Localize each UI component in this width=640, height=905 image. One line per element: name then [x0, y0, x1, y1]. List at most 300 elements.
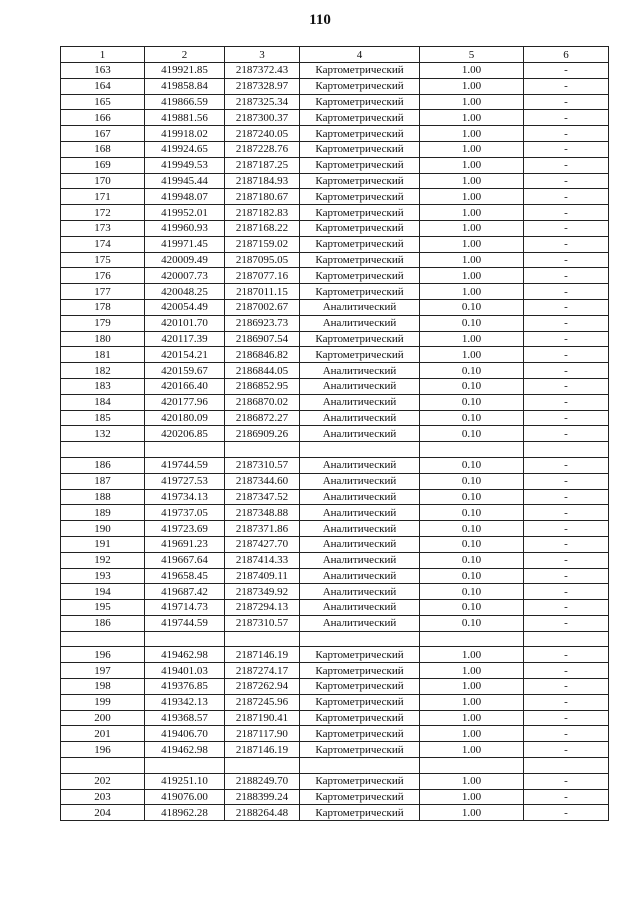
- table-cell: -: [524, 615, 609, 631]
- table-cell: Аналитический: [300, 568, 420, 584]
- table-cell: 2187372.43: [225, 63, 300, 79]
- table-cell: 2187344.60: [225, 473, 300, 489]
- table-cell: 2187414.33: [225, 552, 300, 568]
- table-cell: 0.10: [420, 378, 524, 394]
- table-cell: -: [524, 552, 609, 568]
- table-cell: -: [524, 284, 609, 300]
- table-cell: Картометрический: [300, 205, 420, 221]
- table-row: [61, 378, 609, 394]
- table-cell: 195: [61, 600, 145, 616]
- table-cell: 2187274.17: [225, 663, 300, 679]
- table-cell: -: [524, 236, 609, 252]
- table-cell: [61, 631, 145, 647]
- table-cell: 0.10: [420, 536, 524, 552]
- table-cell: Картометрический: [300, 284, 420, 300]
- table-cell: 186: [61, 457, 145, 473]
- table-cell: 419924.65: [145, 141, 225, 157]
- table-cell: 419734.13: [145, 489, 225, 505]
- table-row: [61, 141, 609, 157]
- table-cell: 419971.45: [145, 236, 225, 252]
- table-cell: 2187328.97: [225, 78, 300, 94]
- table-cell: -: [524, 521, 609, 537]
- table-row: [61, 157, 609, 173]
- table-cell: 1.00: [420, 647, 524, 663]
- table-cell: [300, 758, 420, 774]
- table-cell: 2187011.15: [225, 284, 300, 300]
- table-cell: 164: [61, 78, 145, 94]
- table-cell: 0.10: [420, 299, 524, 315]
- table-row: [61, 552, 609, 568]
- table-cell: 1.00: [420, 679, 524, 695]
- table-cell: Аналитический: [300, 600, 420, 616]
- table-cell: 193: [61, 568, 145, 584]
- table-cell: 1.00: [420, 94, 524, 110]
- table-cell: 202: [61, 773, 145, 789]
- table-cell: 1.00: [420, 236, 524, 252]
- table-cell: 2187187.25: [225, 157, 300, 173]
- table-cell: [225, 758, 300, 774]
- table-cell: -: [524, 710, 609, 726]
- column-header: 5: [420, 47, 524, 63]
- column-header: 4: [300, 47, 420, 63]
- table-cell: 2186923.73: [225, 315, 300, 331]
- table-cell: 419076.00: [145, 789, 225, 805]
- table-cell: Аналитический: [300, 378, 420, 394]
- table-cell: -: [524, 568, 609, 584]
- table-cell: -: [524, 363, 609, 379]
- table-cell: -: [524, 742, 609, 758]
- table-row: [61, 63, 609, 79]
- table-cell: 175: [61, 252, 145, 268]
- table-cell: 0.10: [420, 363, 524, 379]
- table-row: [61, 268, 609, 284]
- table-cell: 2187348.88: [225, 505, 300, 521]
- table-cell: Картометрический: [300, 94, 420, 110]
- table-cell: 168: [61, 141, 145, 157]
- table-cell: 1.00: [420, 126, 524, 142]
- table-cell: 2188249.70: [225, 773, 300, 789]
- table-row: [61, 394, 609, 410]
- table-cell: 0.10: [420, 473, 524, 489]
- table-cell: 419952.01: [145, 205, 225, 221]
- table-cell: 163: [61, 63, 145, 79]
- table-cell: -: [524, 505, 609, 521]
- table-cell: 173: [61, 220, 145, 236]
- table-row: [61, 315, 609, 331]
- table-cell: 178: [61, 299, 145, 315]
- table-cell: 0.10: [420, 457, 524, 473]
- table-cell: -: [524, 394, 609, 410]
- table-cell: -: [524, 189, 609, 205]
- table-cell: 419658.45: [145, 568, 225, 584]
- table-cell: Картометрический: [300, 331, 420, 347]
- table-cell: 1.00: [420, 157, 524, 173]
- table-cell: -: [524, 536, 609, 552]
- table-cell: -: [524, 205, 609, 221]
- table-row: [61, 773, 609, 789]
- table-cell: 2187184.93: [225, 173, 300, 189]
- table-cell: 191: [61, 536, 145, 552]
- table-cell: 2187117.90: [225, 726, 300, 742]
- table-cell: Аналитический: [300, 536, 420, 552]
- table-cell: 181: [61, 347, 145, 363]
- table-cell: 176: [61, 268, 145, 284]
- table-cell: 2187262.94: [225, 679, 300, 695]
- table-cell: 1.00: [420, 331, 524, 347]
- table-cell: Аналитический: [300, 410, 420, 426]
- table-cell: 1.00: [420, 694, 524, 710]
- table-cell: 420048.25: [145, 284, 225, 300]
- table-cell: -: [524, 426, 609, 442]
- table-cell: -: [524, 268, 609, 284]
- table-cell: 420159.67: [145, 363, 225, 379]
- table-cell: -: [524, 141, 609, 157]
- table-cell: -: [524, 173, 609, 189]
- table-cell: 2187146.19: [225, 647, 300, 663]
- table-cell: 2187347.52: [225, 489, 300, 505]
- table-cell: 2187095.05: [225, 252, 300, 268]
- table-row: [61, 647, 609, 663]
- table-cell: -: [524, 679, 609, 695]
- table-cell: 1.00: [420, 220, 524, 236]
- table-cell: 2186844.05: [225, 363, 300, 379]
- table-cell: 420177.96: [145, 394, 225, 410]
- table-cell: -: [524, 347, 609, 363]
- table-cell: -: [524, 252, 609, 268]
- table-cell: 1.00: [420, 663, 524, 679]
- table-cell: [145, 758, 225, 774]
- table-cell: 419949.53: [145, 157, 225, 173]
- table-row: [61, 631, 609, 647]
- table-cell: 419960.93: [145, 220, 225, 236]
- table-cell: 419667.64: [145, 552, 225, 568]
- table-cell: 0.10: [420, 521, 524, 537]
- table-cell: 2187371.86: [225, 521, 300, 537]
- table-cell: 0.10: [420, 489, 524, 505]
- table-cell: [300, 442, 420, 458]
- table-cell: 166: [61, 110, 145, 126]
- table-cell: Картометрический: [300, 773, 420, 789]
- table-cell: -: [524, 726, 609, 742]
- table-cell: Аналитический: [300, 426, 420, 442]
- table-cell: Картометрический: [300, 805, 420, 821]
- table-cell: -: [524, 663, 609, 679]
- table-cell: 1.00: [420, 742, 524, 758]
- table-cell: Картометрический: [300, 126, 420, 142]
- table-cell: [300, 631, 420, 647]
- table-row: [61, 473, 609, 489]
- table-cell: 167: [61, 126, 145, 142]
- table-cell: 1.00: [420, 173, 524, 189]
- table-cell: Аналитический: [300, 473, 420, 489]
- table-cell: Картометрический: [300, 236, 420, 252]
- table-cell: 1.00: [420, 63, 524, 79]
- table-cell: 419406.70: [145, 726, 225, 742]
- table-cell: 420166.40: [145, 378, 225, 394]
- table-cell: Картометрический: [300, 78, 420, 94]
- table-cell: Картометрический: [300, 141, 420, 157]
- table-cell: -: [524, 331, 609, 347]
- table-cell: 419866.59: [145, 94, 225, 110]
- table-cell: [420, 442, 524, 458]
- table-cell: -: [524, 773, 609, 789]
- table-cell: Аналитический: [300, 394, 420, 410]
- table-cell: Картометрический: [300, 347, 420, 363]
- table-cell: Картометрический: [300, 110, 420, 126]
- table-body: [61, 63, 609, 821]
- table-row: [61, 236, 609, 252]
- table-cell: 186: [61, 615, 145, 631]
- table-cell: 2187325.34: [225, 94, 300, 110]
- table-cell: 0.10: [420, 394, 524, 410]
- table-cell: 190: [61, 521, 145, 537]
- page-number: 110: [309, 12, 331, 28]
- table-cell: 0.10: [420, 505, 524, 521]
- table-cell: 419918.02: [145, 126, 225, 142]
- table-cell: [225, 631, 300, 647]
- table-cell: 1.00: [420, 205, 524, 221]
- table-cell: Аналитический: [300, 615, 420, 631]
- table-row: [61, 710, 609, 726]
- table-cell: 0.10: [420, 615, 524, 631]
- column-header: 2: [145, 47, 225, 63]
- table-cell: 420009.49: [145, 252, 225, 268]
- table-cell: 132: [61, 426, 145, 442]
- table-cell: 1.00: [420, 773, 524, 789]
- table-cell: 419945.44: [145, 173, 225, 189]
- table-cell: 419687.42: [145, 584, 225, 600]
- table-cell: 2187300.37: [225, 110, 300, 126]
- table-cell: Картометрический: [300, 63, 420, 79]
- table-cell: 174: [61, 236, 145, 252]
- table-cell: 2187409.11: [225, 568, 300, 584]
- table-cell: 2187310.57: [225, 457, 300, 473]
- table-cell: Аналитический: [300, 299, 420, 315]
- table-cell: 0.10: [420, 568, 524, 584]
- table-cell: [61, 758, 145, 774]
- table-cell: 420101.70: [145, 315, 225, 331]
- table-cell: Картометрический: [300, 157, 420, 173]
- table-cell: -: [524, 220, 609, 236]
- table-cell: 0.10: [420, 600, 524, 616]
- table-cell: [145, 631, 225, 647]
- table-cell: Картометрический: [300, 742, 420, 758]
- table-cell: 2186870.02: [225, 394, 300, 410]
- table-cell: 419737.05: [145, 505, 225, 521]
- table-row: [61, 252, 609, 268]
- table-cell: 0.10: [420, 315, 524, 331]
- table-cell: 177: [61, 284, 145, 300]
- table-row: [61, 521, 609, 537]
- table-cell: [420, 758, 524, 774]
- table-cell: 165: [61, 94, 145, 110]
- table-cell: 2187180.67: [225, 189, 300, 205]
- table-row: [61, 331, 609, 347]
- table-row: [61, 173, 609, 189]
- table-row: [61, 442, 609, 458]
- table-row: [61, 426, 609, 442]
- table-row: [61, 78, 609, 94]
- table-cell: -: [524, 315, 609, 331]
- table-row: [61, 600, 609, 616]
- table-cell: 198: [61, 679, 145, 695]
- table-row: [61, 505, 609, 521]
- column-header: 1: [61, 47, 145, 63]
- table-row: [61, 284, 609, 300]
- table-row: [61, 220, 609, 236]
- table-cell: 182: [61, 363, 145, 379]
- table-cell: Картометрический: [300, 647, 420, 663]
- table-cell: 2187146.19: [225, 742, 300, 758]
- table-row: [61, 679, 609, 695]
- table-cell: Картометрический: [300, 252, 420, 268]
- table-cell: 419921.85: [145, 63, 225, 79]
- table-cell: 419948.07: [145, 189, 225, 205]
- table-cell: 419723.69: [145, 521, 225, 537]
- table-cell: 419727.53: [145, 473, 225, 489]
- table-row: [61, 536, 609, 552]
- table-cell: 0.10: [420, 584, 524, 600]
- table-cell: Картометрический: [300, 220, 420, 236]
- table-cell: Картометрический: [300, 679, 420, 695]
- table-cell: 192: [61, 552, 145, 568]
- table-cell: Картометрический: [300, 726, 420, 742]
- table-cell: 2187349.92: [225, 584, 300, 600]
- table-cell: [524, 758, 609, 774]
- table-cell: 172: [61, 205, 145, 221]
- table-cell: 197: [61, 663, 145, 679]
- table-cell: 2187168.22: [225, 220, 300, 236]
- table-cell: 1.00: [420, 141, 524, 157]
- table-cell: 0.10: [420, 426, 524, 442]
- table-cell: 420154.21: [145, 347, 225, 363]
- table-cell: 419376.85: [145, 679, 225, 695]
- table-cell: -: [524, 647, 609, 663]
- table-row: [61, 742, 609, 758]
- table-cell: [420, 631, 524, 647]
- table-cell: 1.00: [420, 726, 524, 742]
- table-cell: 184: [61, 394, 145, 410]
- table-cell: 419744.59: [145, 457, 225, 473]
- table-cell: 2187427.70: [225, 536, 300, 552]
- table-cell: 1.00: [420, 268, 524, 284]
- table-cell: 420054.49: [145, 299, 225, 315]
- table-row: [61, 615, 609, 631]
- table-cell: 1.00: [420, 252, 524, 268]
- table-row: [61, 663, 609, 679]
- table-cell: 2188264.48: [225, 805, 300, 821]
- table-cell: Аналитический: [300, 521, 420, 537]
- table-row: [61, 584, 609, 600]
- table-cell: 419881.56: [145, 110, 225, 126]
- table-cell: Аналитический: [300, 505, 420, 521]
- table-cell: 2187002.67: [225, 299, 300, 315]
- table-row: [61, 363, 609, 379]
- table-cell: 418962.28: [145, 805, 225, 821]
- table-cell: 204: [61, 805, 145, 821]
- table-cell: [61, 442, 145, 458]
- table-cell: Аналитический: [300, 552, 420, 568]
- table-cell: [225, 442, 300, 458]
- table-row: [61, 205, 609, 221]
- table-cell: -: [524, 126, 609, 142]
- table-cell: 2186907.54: [225, 331, 300, 347]
- table-cell: -: [524, 63, 609, 79]
- table-cell: -: [524, 94, 609, 110]
- table-cell: 188: [61, 489, 145, 505]
- table-cell: 2187182.83: [225, 205, 300, 221]
- table-cell: Картометрический: [300, 694, 420, 710]
- table-cell: 2187245.96: [225, 694, 300, 710]
- table-cell: 2188399.24: [225, 789, 300, 805]
- column-header: 6: [524, 47, 609, 63]
- table-row: [61, 126, 609, 142]
- table-cell: -: [524, 410, 609, 426]
- table-row: [61, 805, 609, 821]
- table-cell: 419858.84: [145, 78, 225, 94]
- table-cell: Картометрический: [300, 789, 420, 805]
- table-row: [61, 489, 609, 505]
- table-cell: -: [524, 489, 609, 505]
- table-cell: 199: [61, 694, 145, 710]
- table-cell: 169: [61, 157, 145, 173]
- table-cell: -: [524, 299, 609, 315]
- table-row: [61, 568, 609, 584]
- table-cell: -: [524, 584, 609, 600]
- table-cell: [524, 631, 609, 647]
- table-cell: [524, 442, 609, 458]
- table-cell: 1.00: [420, 789, 524, 805]
- table-cell: 419462.98: [145, 647, 225, 663]
- table-cell: 1.00: [420, 78, 524, 94]
- table-cell: -: [524, 789, 609, 805]
- table-cell: 170: [61, 173, 145, 189]
- table-cell: Аналитический: [300, 489, 420, 505]
- table-row: [61, 726, 609, 742]
- table-cell: 2186909.26: [225, 426, 300, 442]
- table-cell: 2186846.82: [225, 347, 300, 363]
- table-cell: 419462.98: [145, 742, 225, 758]
- table-row: [61, 110, 609, 126]
- table-cell: 419368.57: [145, 710, 225, 726]
- table-cell: 420117.39: [145, 331, 225, 347]
- table-cell: 179: [61, 315, 145, 331]
- table-cell: Картометрический: [300, 173, 420, 189]
- table-cell: Аналитический: [300, 584, 420, 600]
- table-row: [61, 410, 609, 426]
- table-cell: 419401.03: [145, 663, 225, 679]
- table-cell: -: [524, 78, 609, 94]
- column-header: 3: [225, 47, 300, 63]
- table-row: [61, 457, 609, 473]
- table-cell: Аналитический: [300, 315, 420, 331]
- table-cell: 2187294.13: [225, 600, 300, 616]
- table-row: [61, 347, 609, 363]
- table-cell: Картометрический: [300, 189, 420, 205]
- table-cell: -: [524, 157, 609, 173]
- table-cell: -: [524, 805, 609, 821]
- table-cell: 185: [61, 410, 145, 426]
- table-cell: 183: [61, 378, 145, 394]
- table-cell: 419744.59: [145, 615, 225, 631]
- table-cell: 1.00: [420, 347, 524, 363]
- table-cell: Картометрический: [300, 268, 420, 284]
- table-row: [61, 189, 609, 205]
- table-cell: Аналитический: [300, 457, 420, 473]
- table-cell: 419251.10: [145, 773, 225, 789]
- table-cell: 200: [61, 710, 145, 726]
- table-cell: 419714.73: [145, 600, 225, 616]
